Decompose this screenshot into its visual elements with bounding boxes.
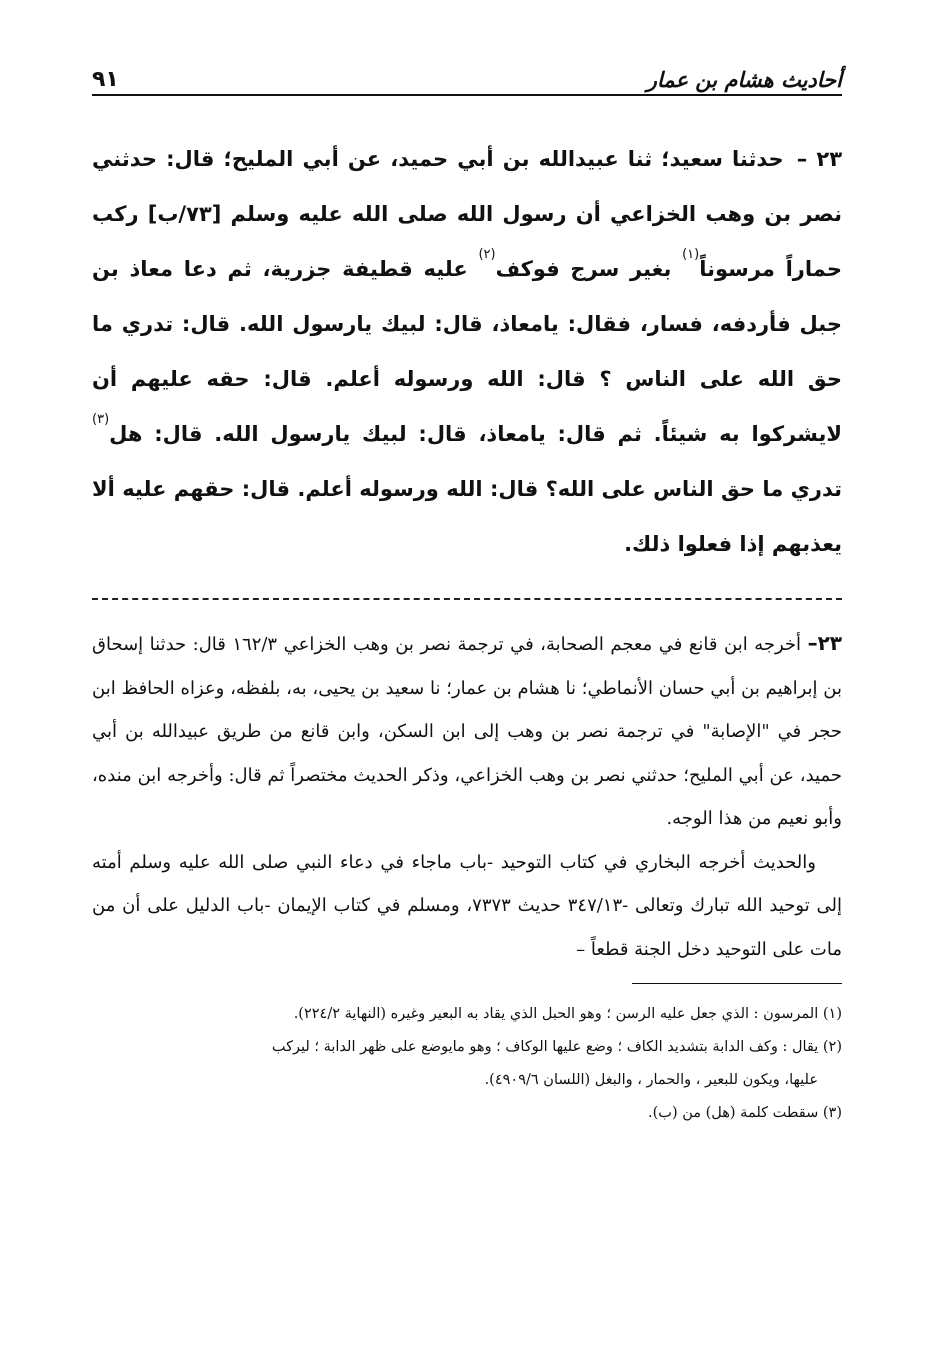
hadith-line-4: تدري ما حق الناس على الله؟ قال: الله ورسوله أعلم. قال: حقهم عليه ألا يعذبهم إذا فعلوا ذلك. [92, 477, 842, 556]
book-page [92, 56, 842, 1130]
footnote-2: (٢) يقال : وكف الدابة بتشديد الكاف ؛ وضع عليها الوكاف ؛ وهو مايوضع على ظهر الدابة ؛ ليركب [271, 1039, 842, 1055]
section-divider [92, 598, 842, 600]
commentary-number: ٢٣– [807, 631, 842, 655]
hadith-paragraph [92, 132, 842, 572]
hadith-text [92, 132, 842, 572]
footnotes [92, 998, 842, 1130]
footnote-mark-3: (٣) [92, 412, 110, 427]
footnote-2-continued: عليها، ويكون للبعير ، والحمار ، والبغل (اللسان ٤٩٠٩/٦). [484, 1072, 818, 1088]
book-title: أحاديث هشام بن عمار [646, 68, 842, 92]
commentary [92, 622, 842, 971]
footnote-1: (١) المرسون : الذي جعل عليه الرسن ؛ وهو الحبل الذي يقاد به البعير وغيره (النهاية ٢٢٤/٢). [293, 1006, 842, 1022]
page-number: ٩١ [92, 67, 119, 92]
footnote-rule [632, 983, 842, 984]
footnote-mark-1: (١) [682, 247, 700, 262]
commentary-paragraph-1 [92, 622, 842, 841]
hadith-number: ٢٣ – [796, 147, 843, 171]
running-header [92, 56, 842, 96]
footnote-mark-2: (٢) [478, 247, 496, 262]
footnote-3: (٣) سقطت كلمة (هل) من (ب). [648, 1105, 842, 1121]
hadith-line-3: عليه قطيفة جزرية، ثم دعا معاذ بن جبل فأردفه، فسار، فقال: يامعاذ، قال: لبيك يارسول الله. قال: تدري ما حق الله على الناس ؟ قال: الله ورسوله أعلم. قال: حقه عليهم أن لايشركوا به شيئاً. ثم قال: يامعاذ، قال: لبيك يارسول الله. قال: هل [92, 257, 842, 446]
hadith-line-1: حدثنا سعيد؛ ثنا عبيدالله بن أبي حميد، عن أبي المليح؛ قال: حدثني نصر بن وهب الخزاعي أن رسول الله صلى الله عليه وسلم [٧٣/ب] ركب حماراً مرسوناً [92, 147, 842, 281]
commentary-text-1: أخرجه ابن قانع في معجم الصحابة، في ترجمة نصر بن وهب الخزاعي ١٦٢/٣ قال: حدثنا إسحاق بن إبراهيم بن أبي حسان الأنماطي؛ نا هشام بن عمار؛ نا سعيد بن يحيى، به، بلفظه، وعزاه الحافظ ابن حجر في "الإصابة" في ترجمة نصر بن وهب إلى ابن السكن، وابن قانع من طريق عبيدالله بن أبي حميد، عن أبي المليح؛ حدثني نصر بن وهب الخزاعي، وذكر الحديث مختصراً ثم قال: وأخرجه ابن منده، وأبو نعيم من هذا الوجه. [92, 634, 843, 829]
commentary-paragraph-2: والحديث أخرجه البخاري في كتاب التوحيد -باب ماجاء في دعاء النبي صلى الله عليه وسلم أمته إلى توحيد الله تبارك وتعالى -٣٤٧/١٣ حديث ٧٣٧٣، ومسلم في كتاب الإيمان -باب الدليل على أن من مات على التوحيد دخل الجنة قطعاً – [92, 851, 843, 960]
hadith-line-2: بغير سرج فوكف [495, 257, 672, 281]
